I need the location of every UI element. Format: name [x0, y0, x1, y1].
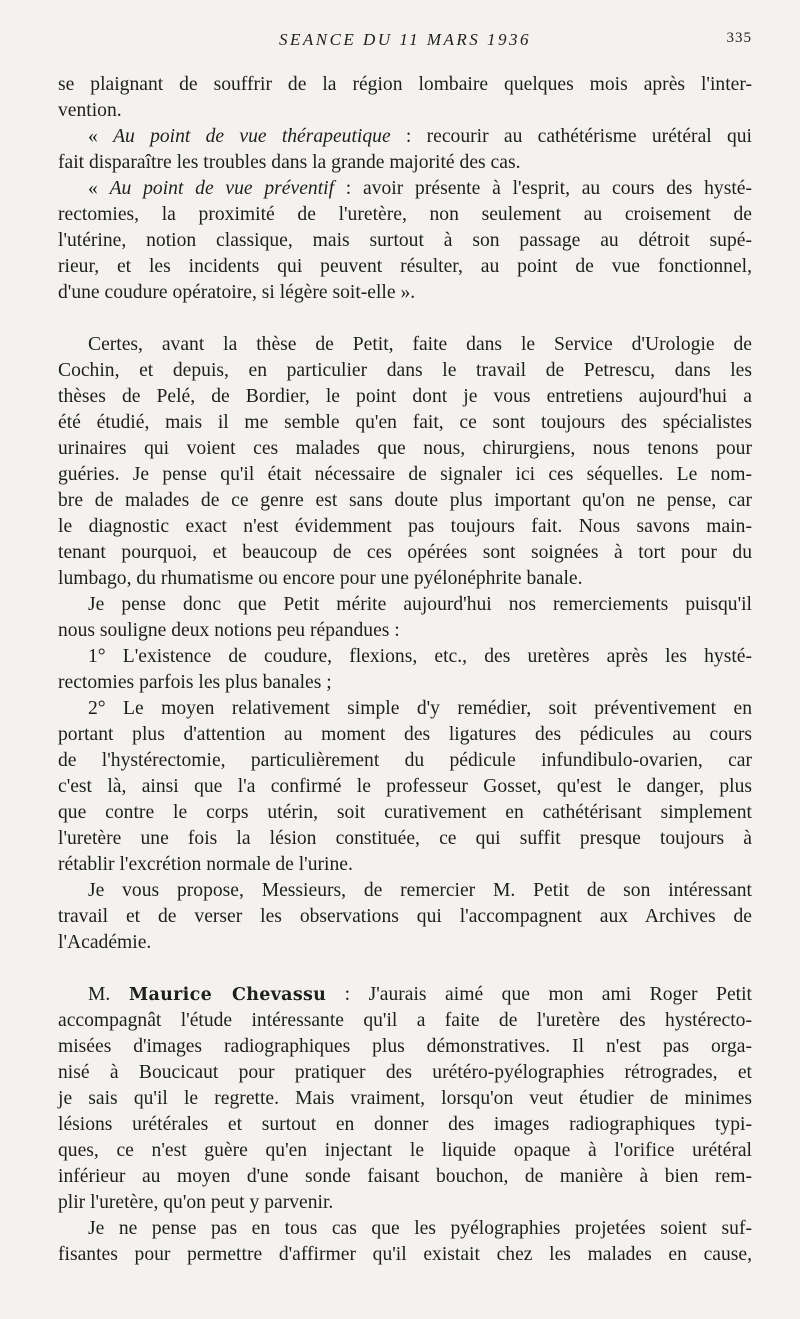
text-line: le diagnostic exact n'est évidemment pas toujours fait. Nous savons main- [58, 516, 752, 537]
text-line: Je ne pense pas en tous cas que les pyélographies projetées soient suf- [88, 1218, 752, 1239]
text-line: l'uretère une fois la lésion constituée, ce qui suffit presque toujours à [58, 828, 752, 849]
text-line: plir l'uretère, qu'on peut y parvenir. [58, 1192, 334, 1213]
text-line: rétablir l'excrétion normale de l'urine. [58, 854, 353, 875]
text-line: lésions urétérales et surtout en donner des images radiographiques typi- [58, 1114, 752, 1135]
italic-phrase: Au point de vue thérapeutique [113, 126, 391, 147]
text-line: lumbago, du rhumatisme ou encore pour une pyélonéphrite banale. [58, 568, 583, 589]
speaker-title: M. [88, 984, 129, 1005]
paragraph [58, 72, 752, 124]
paragraph [58, 176, 752, 306]
text-line: bre de malades de ce genre est sans doute plus important qu'on ne pense, car [58, 490, 752, 511]
text-line: rieur, et les incidents qui peuvent résulter, au point de vue fonctionnel, [58, 256, 752, 277]
speaker-name: Maurice Chevassu [128, 985, 327, 1005]
open-quote: « [88, 178, 110, 199]
text-line: accompagnât l'étude intéressante qu'il a faite de l'uretère des hystérecto- [58, 1010, 752, 1031]
paragraph [58, 124, 752, 176]
text-line: Certes, avant la thèse de Petit, faite dans le Service d'Urologie de [88, 334, 752, 355]
running-title: SEANCE DU 11 MARS 1936 [278, 30, 532, 49]
paragraph [58, 878, 752, 956]
text-line: travail et de verser les observations qui l'accompagnent aux Archives de [58, 906, 752, 927]
italic-phrase: Au point de vue préventif [109, 178, 335, 199]
text-line: tenant pourquoi, et beaucoup de ces opérées sont soignées à tort pour du [58, 542, 752, 563]
paragraph-gap [58, 956, 752, 982]
paragraph [58, 332, 752, 592]
text-line: vention. [58, 100, 122, 121]
text-line: thèses de Pelé, de Bordier, le point dont je vous entretiens aujourd'hui a [58, 386, 752, 407]
text-line: guéries. Je pense qu'il était nécessaire de signaler ici ces séquelles. Le nom- [58, 464, 752, 485]
paragraph [58, 592, 752, 644]
text-line: rectomies parfois les plus banales ; [58, 672, 332, 693]
running-head [58, 30, 752, 58]
paragraph [58, 644, 752, 696]
text-line: l'utérine, notion classique, mais surtout à son passage au détroit supé- [58, 230, 752, 251]
paragraph [58, 982, 752, 1216]
text-line: que contre le corps utérin, soit curativement en cathétérisant simplement [58, 802, 752, 823]
line-rest: : recourir au cathétérisme urétéral qui [390, 126, 753, 147]
text-line: portant plus d'attention au moment des ligatures des pédicules au cours [58, 724, 752, 745]
page-number: 335 [726, 30, 752, 46]
paragraph [58, 696, 752, 878]
text-line: Cochin, et depuis, en particulier dans le travail de Petrescu, dans les [58, 360, 752, 381]
line-rest: : avoir présente à l'esprit, au cours des hysté- [334, 178, 752, 199]
text-line: se plaignant de souffrir de la région lombaire quelques mois après l'inter- [58, 74, 752, 95]
text-line: d'une coudure opératoire, si légère soit-elle ». [58, 282, 416, 303]
text-line: urinaires qui voient ces malades que nous, chirurgiens, nous tenons pour [58, 438, 752, 459]
text-line [58, 124, 752, 150]
text-line: je sais qu'il le regrette. Mais vraiment, lorsqu'on veut étudier de minimes [58, 1088, 752, 1109]
body-text [58, 72, 752, 1268]
open-quote: « [88, 126, 114, 147]
text-line [58, 982, 752, 1008]
text-line: Je pense donc que Petit mérite aujourd'hui nos remerciements puisqu'il [88, 594, 752, 615]
text-line: ques, ce n'est guère qu'en injectant le liquide opaque à l'orifice urétéral [58, 1140, 752, 1161]
text-line: été étudié, mais il me semble qu'en fait, ce sont toujours des spécialistes [58, 412, 752, 433]
text-line: misées d'images radiographiques plus démonstratives. Il n'est pas orga- [58, 1036, 752, 1057]
text-line: 2° Le moyen relativement simple d'y remédier, soit préventivement en [88, 698, 752, 719]
text-line: Je vous propose, Messieurs, de remercier M. Petit de son intéressant [88, 880, 752, 901]
text-line: nous souligne deux notions peu répandues : [58, 620, 400, 641]
text-line: de l'hystérectomie, particulièrement du pédicule infundibulo-ovarien, car [58, 750, 752, 771]
text-line [58, 176, 752, 202]
text-line: fisantes pour permettre d'affirmer qu'il existait chez les malades en cause, [58, 1244, 752, 1265]
text-line: fait disparaître les troubles dans la grande majorité des cas. [58, 152, 521, 173]
text-line: 1° L'existence de coudure, flexions, etc., des uretères après les hysté- [88, 646, 752, 667]
text-line: rectomies, la proximité de l'uretère, non seulement au croisement de [58, 204, 752, 225]
paragraph-gap [58, 306, 752, 332]
text-line: l'Académie. [58, 932, 152, 953]
line-rest: : J'aurais aimé que mon ami Roger Petit [326, 984, 752, 1005]
text-line: c'est là, ainsi que l'a confirmé le professeur Gosset, qu'est le danger, plus [58, 776, 752, 797]
text-line: nisé à Boucicaut pour pratiquer des urétéro-pyélographies rétrogrades, et [58, 1062, 752, 1083]
text-line: inférieur au moyen d'une sonde faisant bouchon, de manière à bien rem- [58, 1166, 752, 1187]
paragraph [58, 1216, 752, 1268]
